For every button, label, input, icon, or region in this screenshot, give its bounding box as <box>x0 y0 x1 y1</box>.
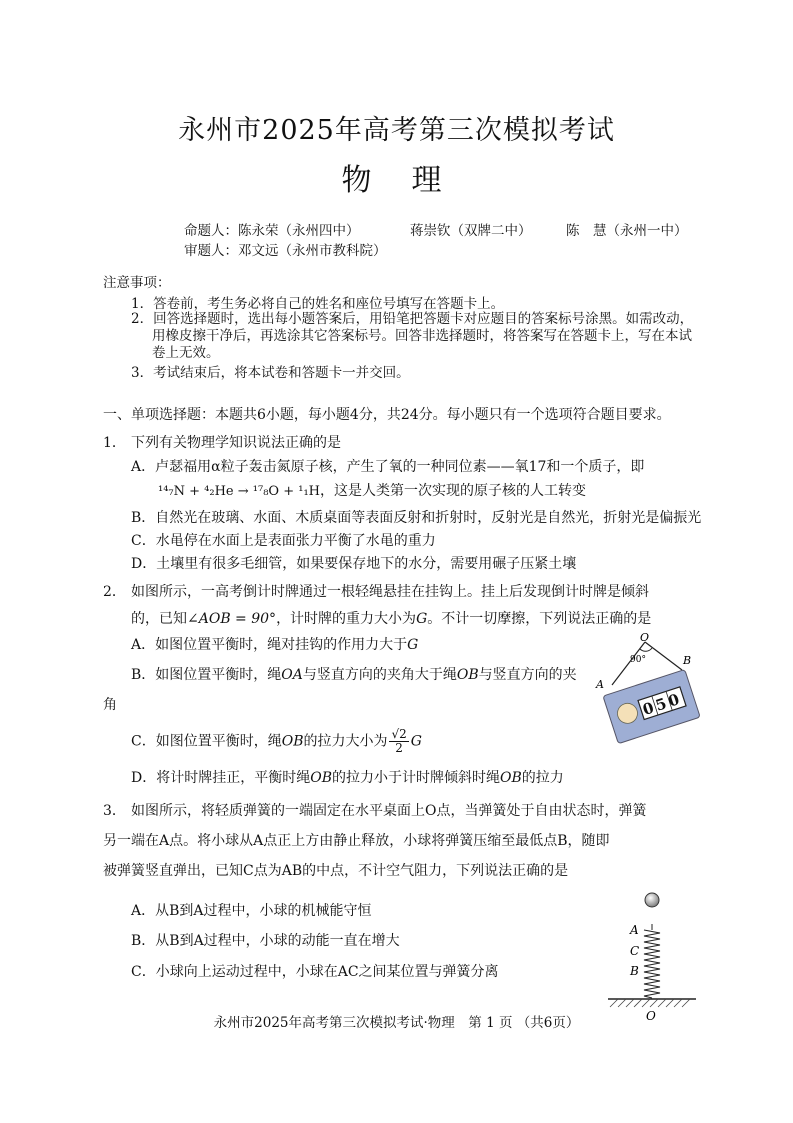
setter-3: 陈 慧（永州一中） <box>566 223 688 239</box>
q2-stem-text: ，计时牌的重力大小为 <box>276 611 417 627</box>
fig2-label-o: O <box>640 631 650 644</box>
var-ob: OB <box>456 667 479 683</box>
fig2-angle-label: 90° <box>630 655 646 665</box>
q2-stem-line2 <box>131 608 651 628</box>
q1-option-c: C．水黾停在水面上是表面张力平衡了水黾的重力 <box>131 533 436 549</box>
var-g: G <box>416 611 428 627</box>
q2-option-b-text: 与竖直方向的夹角大于绳 <box>302 667 457 683</box>
note-item-3: 3．考试结束后，将本试卷和答题卡一并交回。 <box>131 365 410 381</box>
q2-option-a-text: A．如图位置平衡时，绳对挂钩的作用力大于 <box>131 637 408 653</box>
setter-2: 蒋崇钦（双牌二中） <box>410 223 532 239</box>
fraction-numerator: √2 <box>391 727 407 741</box>
q1-option-a-line1: A．卢瑟福用α粒子轰击氮原子核，产生了氧的一种同位素——氧17和一个质子，即 <box>131 459 645 475</box>
q2-option-b <box>131 664 577 684</box>
q2-option-b-line2: 角 <box>103 697 117 713</box>
fig2-label-b: B <box>683 654 692 667</box>
q2-option-d <box>131 767 564 787</box>
section-heading: 一、单项选择题：本题共6小题，每小题4分，共24分。每小题只有一个选项符合题目要求。 <box>103 407 671 423</box>
q3-option-a: A．从B到A过程中，小球的机械能守恒 <box>131 903 372 919</box>
fig3-label-o: O <box>646 1009 656 1023</box>
q3-stem-line3: 被弹簧竖直弹出，已知C点为AB的中点，不计空气阻力，下列说法正确的是 <box>103 863 569 879</box>
q2-option-d-text: 的拉力 <box>521 770 564 786</box>
fig2-label-a: A <box>596 678 604 691</box>
ball <box>645 893 659 907</box>
q1-option-a-tail: ，这是人类第一次实现的原子核的人工转变 <box>320 483 586 499</box>
countdown-board <box>603 670 700 744</box>
q3-option-b: B．从B到A过程中，小球的动能一直在增大 <box>131 933 400 949</box>
fraction-denominator: 2 <box>395 741 403 755</box>
var-oa: OA <box>281 667 303 683</box>
q2-option-c <box>131 728 422 755</box>
nuclear-equation: ¹⁴₇N + ⁴₂He → ¹⁷₈O + ¹₁H <box>158 484 320 499</box>
q2-stem-line1: 如图所示，一高考倒计时牌通过一根轻绳悬挂在挂钩上。挂上后发现倒计时牌是倾斜 <box>131 584 649 600</box>
subject-title: 物理 <box>341 163 482 198</box>
spring <box>644 924 660 998</box>
q3-option-c: C．小球向上运动过程中，小球在AC之间某位置与弹簧分离 <box>131 964 499 980</box>
var-g: G <box>410 733 422 750</box>
q2-option-b-text: B．如图位置平衡时，绳 <box>131 667 282 683</box>
q3-stem-line1: 如图所示，将轻质弹簧的一端固定在水平桌面上O点，当弹簧处于自由状态时，弹簧 <box>131 803 647 819</box>
setters-label: 命题人： <box>184 223 238 239</box>
q2-option-a <box>131 634 418 654</box>
q1-option-a-line2 <box>158 480 586 500</box>
spring-ball-figure <box>600 888 700 1023</box>
q2-stem-text: 。不计一切摩擦，下列说法正确的是 <box>427 611 652 627</box>
var-ob: OB <box>281 733 304 750</box>
fig3-label-c: C <box>630 944 640 958</box>
notes-title: 注意事项： <box>103 275 171 291</box>
q2-option-b-text: 与竖直方向的夹 <box>478 667 577 683</box>
q1-stem: 下列有关物理学知识说法正确的是 <box>131 435 341 451</box>
note-item-1: 1．答卷前，考生务必将自己的姓名和座位号填写在答题卡上。 <box>131 296 505 312</box>
setter-1: 陈永荣（永州四中） <box>238 223 360 239</box>
q2-number: 2． <box>103 584 126 600</box>
q2-option-d-text: D．将计时牌挂正，平衡时绳 <box>131 770 311 786</box>
reviewer-label: 审题人： <box>184 243 238 259</box>
q1-number: 1． <box>103 435 126 451</box>
q1-option-b: B．自然光在玻璃、水面、木质桌面等表面反射和折射时，反射光是自然光，折射光是偏振光 <box>131 510 702 526</box>
q2-option-d-text: 的拉力小于计时牌倾斜时绳 <box>332 770 500 786</box>
angle-aob: ∠AOB = 90° <box>187 611 277 627</box>
reviewer-line <box>184 239 387 259</box>
countdown-board-figure <box>590 630 705 750</box>
q2-stem-text: 的，已知 <box>131 611 187 627</box>
fraction-sqrt2-over-2 <box>389 728 408 755</box>
q1-option-d: D．土壤里有很多毛细管，如果要保存地下的水分，需要用碾子压紧土壤 <box>131 556 577 572</box>
q3-number: 3． <box>103 803 126 819</box>
reviewer: 邓文远（永州市教科院） <box>238 243 387 259</box>
q3-stem-line2: 另一端在A点。将小球从A点正上方由静止释放，小球将弹簧压缩至最低点B，随即 <box>103 833 610 849</box>
exam-title: 永州市2025年高考第三次模拟考试 <box>178 115 615 146</box>
table-hatching <box>610 999 690 1007</box>
q2-option-c-text: 的拉力大小为 <box>303 733 388 750</box>
q2-option-c-text: C．如图位置平衡时，绳 <box>131 733 282 750</box>
page-footer: 永州市2025年高考第三次模拟考试·物理 第 1 页 （共6页） <box>213 1015 580 1031</box>
var-g: G <box>407 637 419 653</box>
var-ob: OB <box>310 770 332 786</box>
setters-line <box>184 219 360 239</box>
fig3-label-b: B <box>630 964 639 978</box>
countdown-digits: 050 <box>640 689 685 719</box>
note-item-2: 2．回答选择题时，选出每小题答案后，用铅笔把答题卡对应题目的答案标号涂黑。如需改动，用橡皮擦干净后，再选涂其它答案标号。回答非选择题时，将答案写在答题卡上，写在本试卷上无效。 <box>131 311 694 361</box>
var-ob: OB <box>500 770 522 786</box>
fig3-label-a: A <box>630 923 639 937</box>
